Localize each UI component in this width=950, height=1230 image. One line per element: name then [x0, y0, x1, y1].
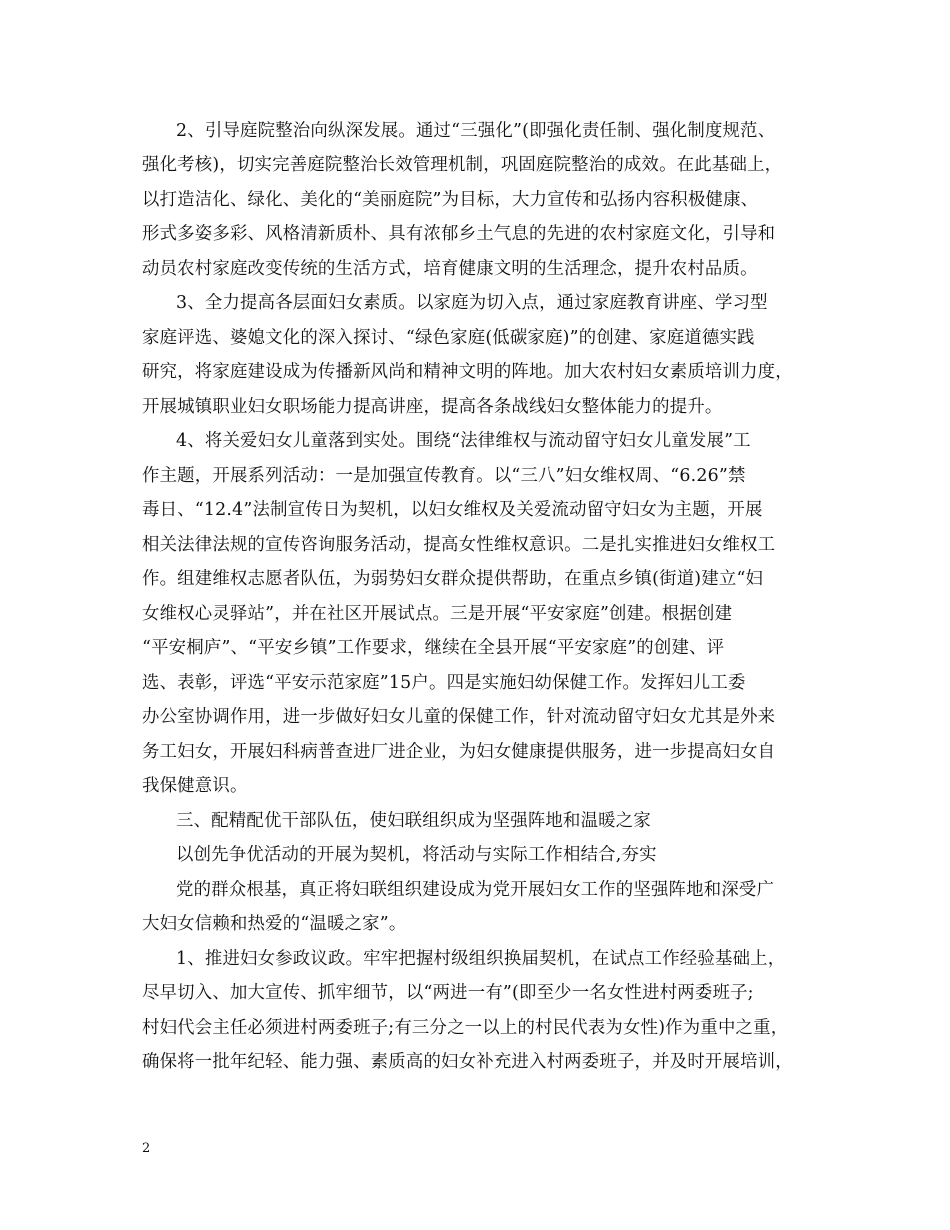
- subsection-1-line-4: 确保将一批年纪轻、能力强、素质高的妇女补充进入村两委班子，并及时开展培训，: [142, 1052, 793, 1072]
- paragraph-2-line-5: 动员农村家庭改变传统的生活方式，培育健康文明的生活理念，提升农村品质。: [142, 259, 758, 279]
- paragraph-4-line-5: 作。组建维权志愿者队伍，为弱势妇女群众提供帮助，在重点乡镇(街道)建立“妇: [142, 569, 764, 589]
- paragraph-3-line-1: 3、全力提高各层面妇女素质。以家庭为切入点，通过家庭教育讲座、学习型: [176, 293, 768, 313]
- paragraph-3-line-2: 家庭评选、婆媳文化的深入探讨、“绿色家庭(低碳家庭)”的创建、家庭道德实践: [142, 328, 755, 348]
- section-3-intro-line-3: 大妇女信赖和热爱的“温暖之家”。: [142, 914, 407, 934]
- subsection-1-line-3: 村妇代会主任必须进村两委班子;有三分之一以上的村民代表为女性)作为重中之重，: [142, 1018, 789, 1038]
- section-heading-3: 三、配精配优干部队伍，使妇联组织成为坚强阵地和温暖之家: [176, 811, 651, 831]
- page-number: 2: [142, 1141, 151, 1156]
- subsection-1-line-1: 1、推进妇女参政议政。牢牢把握村级组织换届契机，在试点工作经验基础上，: [176, 949, 786, 969]
- paragraph-2-line-1: 2、引导庭院整治向纵深发展。通过“三强化”(即强化责任制、强化制度规范、: [176, 121, 776, 141]
- paragraph-4-line-1: 4、将关爱妇女儿童落到实处。围绕“法律维权与流动留守妇女儿童发展”工: [176, 431, 751, 451]
- paragraph-3-line-4: 开展城镇职业妇女职场能力提高讲座，提高各条战线妇女整体能力的提升。: [142, 397, 723, 417]
- paragraph-4-line-9: 办公室协调作用，进一步做好妇女儿童的保健工作，针对流动留守妇女尤其是外来: [142, 707, 776, 727]
- paragraph-4-line-4: 相关法律法规的宣传咨询服务活动，提高女性维权意识。二是扎实推进妇女维权工: [142, 535, 776, 555]
- paragraph-2-line-3: 以打造洁化、绿化、美化的“美丽庭院”为目标，大力宣传和弘扬内容积极健康、: [142, 190, 759, 210]
- paragraph-4-line-8: 选、表彰，评选“平安示范家庭”15户。四是实施妇幼保健工作。发挥妇儿工委: [142, 673, 746, 693]
- paragraph-3-line-3: 研究，将家庭建设成为传播新风尚和精神文明的阵地。加大农村妇女素质培训力度，: [142, 362, 793, 382]
- paragraph-2-line-2: 强化考核)，切实完善庭院整治长效管理机制，巩固庭院整治的成效。在此基础上，: [142, 155, 783, 175]
- section-3-intro-line-2: 党的群众根基，真正将妇联组织建设成为党开展妇女工作的坚强阵地和深受广: [176, 880, 775, 900]
- paragraph-4-line-7: “平安桐庐”、“平安乡镇”工作要求，继续在全县开展“平安家庭”的创建、评: [142, 638, 725, 658]
- section-3-intro-line-1: 以创先争优活动的开展为契机，将活动与实际工作相结合,夯实: [176, 845, 657, 865]
- paragraph-4-line-2: 作主题，开展系列活动：一是加强宣传教育。以“三八”妇女维权周、“6.26”禁: [142, 466, 746, 486]
- paragraph-4-line-3: 毒日、“12.4”法制宣传日为契机，以妇女维权及关爱流动留守妇女为主题，开展: [142, 500, 763, 520]
- paragraph-4-line-10: 务工妇女，开展妇科病普查进厂进企业，为妇女健康提供服务，进一步提高妇女自: [142, 742, 776, 762]
- paragraph-4-line-6: 女维权心灵驿站”，并在社区开展试点。三是开展“平安家庭”创建。根据创建: [142, 604, 733, 624]
- subsection-1-line-2: 尽早切入、加大宣传、抓牢细节，以“两进一有”(即至少一名女性进村两委班子;: [142, 983, 754, 1003]
- paragraph-2-line-4: 形式多姿多彩、风格清新质朴、具有浓郁乡土气息的先进的农村家庭文化，引导和: [142, 224, 776, 244]
- paragraph-4-line-11: 我保健意识。: [142, 776, 248, 796]
